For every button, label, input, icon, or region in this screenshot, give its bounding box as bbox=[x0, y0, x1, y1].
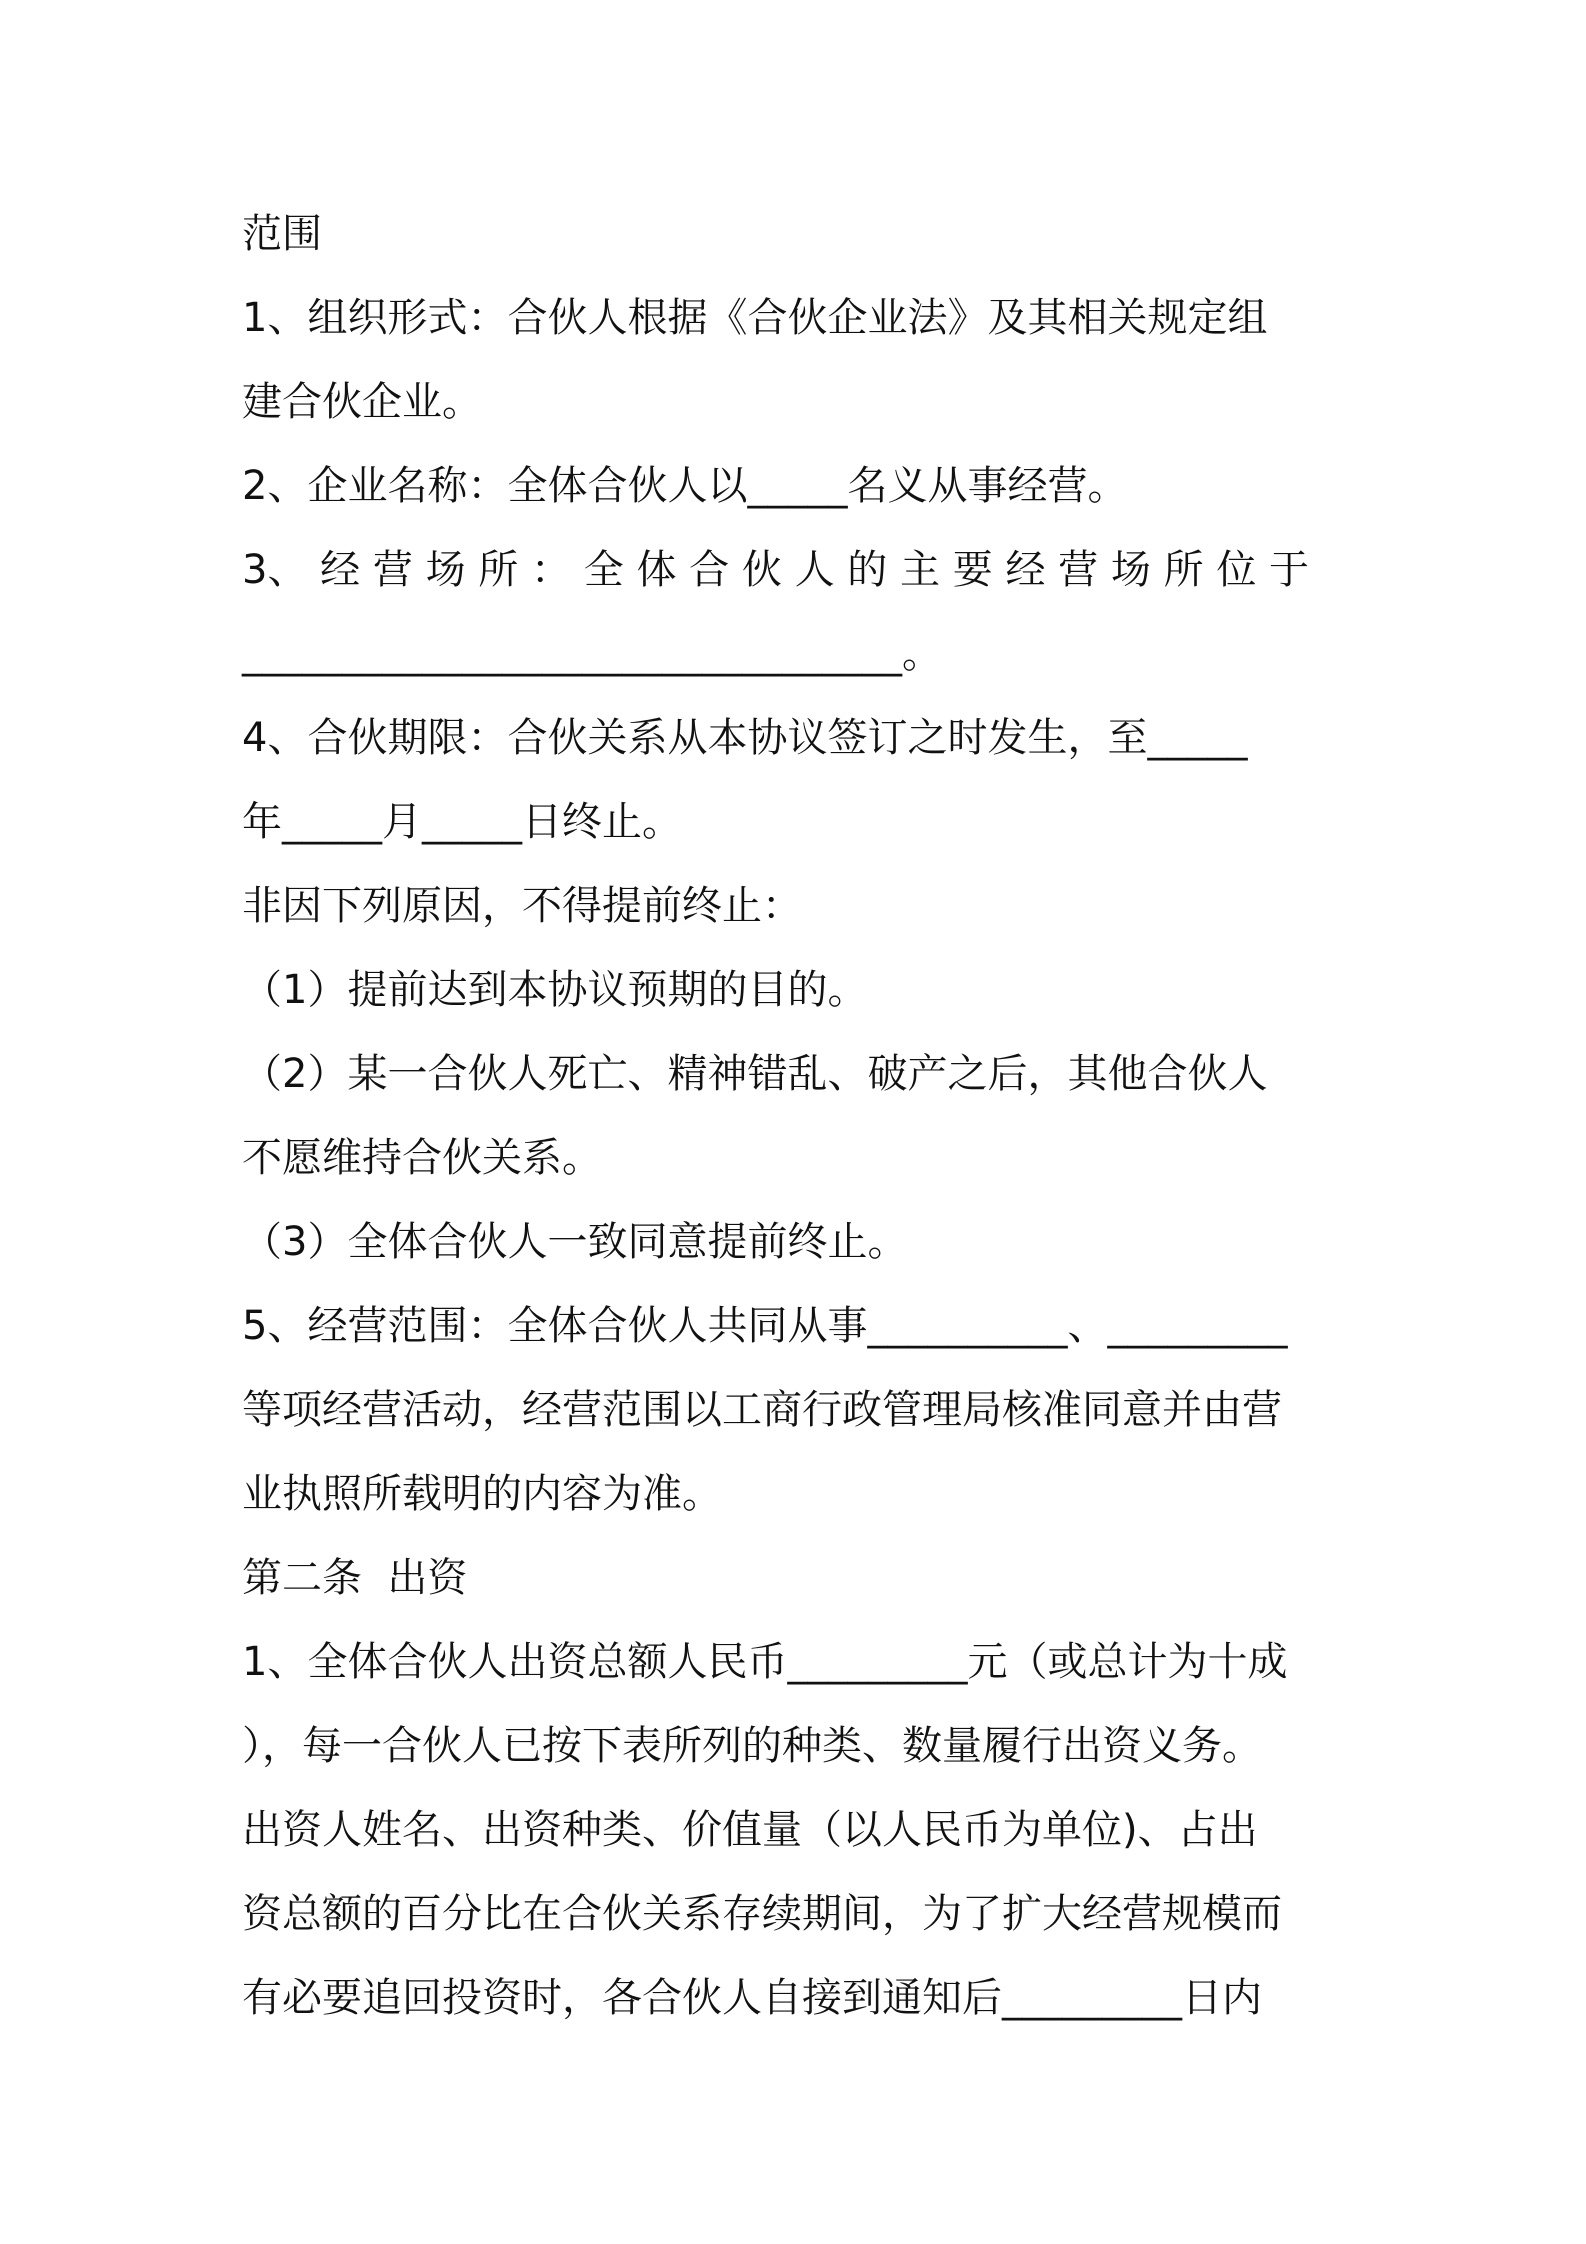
text-line: 2、企业名称：全体合伙人以_____名义从事经营。 bbox=[242, 463, 1128, 509]
text-line: ），每一合伙人已按下表所列的种类、数量履行出资义务。 bbox=[242, 1723, 1262, 1769]
text-line: 不愿维持合伙关系。 bbox=[242, 1135, 602, 1181]
text-line: 5、经营范围：全体合伙人共同从事__________、_________ bbox=[242, 1303, 1288, 1349]
text-line: （3）全体合伙人一致同意提前终止。 bbox=[242, 1219, 908, 1265]
text-line: 年_____月_____日终止。 bbox=[242, 799, 682, 845]
text-line: 出资人姓名、出资种类、价值量（以人民币为单位)、占出 bbox=[242, 1807, 1258, 1853]
text-line: 1、组织形式：合伙人根据《合伙企业法》及其相关规定组 bbox=[242, 295, 1268, 341]
text-line: 范围 bbox=[242, 211, 322, 257]
text-line: 1、全体合伙人出资总额人民币_________元（或总计为十成 bbox=[242, 1639, 1288, 1685]
text-line: （1）提前达到本协议预期的目的。 bbox=[242, 967, 868, 1013]
section-heading: 第二条 出资 bbox=[242, 1555, 468, 1601]
text-line: 非因下列原因，不得提前终止： bbox=[242, 883, 802, 929]
text-line: 4、合伙期限：合伙关系从本协议签订之时发生，至_____ bbox=[242, 715, 1248, 761]
text-line: 3、 经 营 场 所 ： 全 体 合 伙 人 的 主 要 经 营 场 所 位 于 bbox=[242, 547, 1310, 593]
text-line: 资总额的百分比在合伙关系存续期间，为了扩大经营规模而 bbox=[242, 1891, 1282, 1937]
document-body bbox=[242, 192, 1352, 2040]
text-line: 业执照所载明的内容为准。 bbox=[242, 1471, 722, 1517]
text-line: （2）某一合伙人死亡、精神错乱、破产之后，其他合伙人 bbox=[242, 1051, 1268, 1097]
text-line: 有必要追回投资时，各合伙人自接到通知后_________日内 bbox=[242, 1975, 1262, 2021]
text-line: _________________________________。 bbox=[242, 631, 942, 677]
text-line: 建合伙企业。 bbox=[242, 379, 482, 425]
text-line: 等项经营活动，经营范围以工商行政管理局核准同意并由营 bbox=[242, 1387, 1282, 1433]
